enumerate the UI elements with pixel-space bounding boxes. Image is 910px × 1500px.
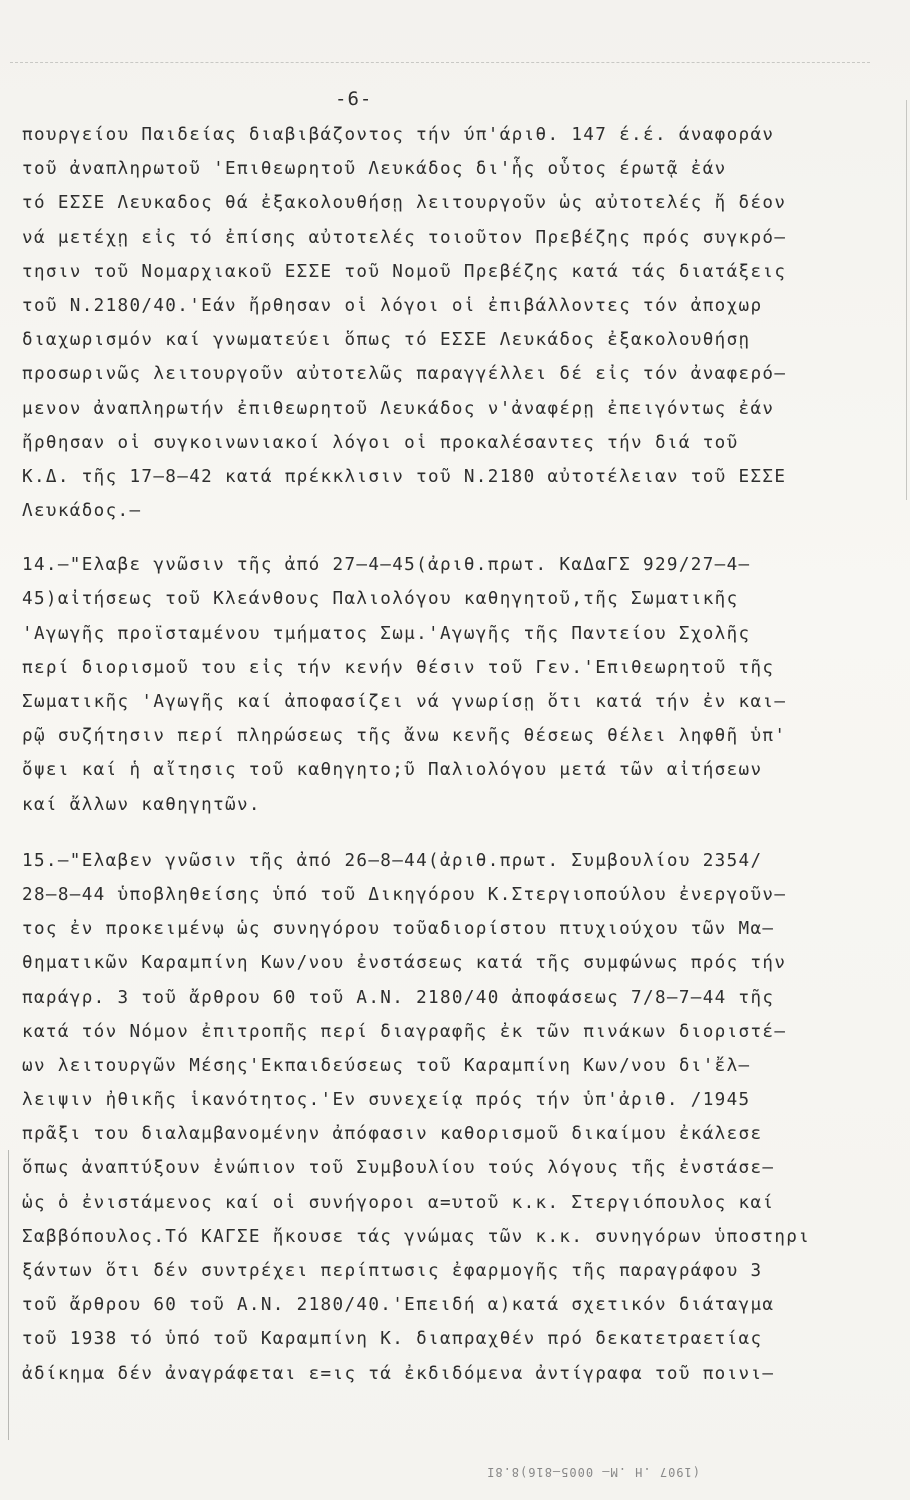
text-line: λειψιν ἠθικῆς ἱκανότητος.'Εν συνεχείᾳ πρός τήν ὑπ'ἀριθ. /1945 bbox=[22, 1090, 751, 1111]
text-line: ρῷ συζήτησιν περί πληρώσεως τῆς ἄνω κενῆς θέσεως θέλει ληφθῆ ὑπ' bbox=[22, 726, 787, 747]
text-line: τοῦ Ν.2180/40.'Εάν ἤρθησαν οἱ λόγοι οἱ ἐπιβάλλοντες τόν ἀποχωρ bbox=[22, 295, 763, 316]
document-body bbox=[22, 118, 907, 1391]
left-margin-rule bbox=[8, 1150, 9, 1440]
text-line: νά μετέχῃ εἰς τό ἐπίσης αὐτοτελές τοιοῦτον Πρεβέζης πρός συγκρό– bbox=[22, 227, 787, 248]
text-line: Σαββόπουλος.Τό ΚΑΓΣΕ ἤκουσε τάς γνώμας τῶν κ.κ. συνηγόρων ὑποστηρι bbox=[22, 1226, 811, 1247]
text-line: τοῦ ἄρθρου 60 τοῦ Α.Ν. 2180/40.'Επειδή α)κατά σχετικόν διάταγμα bbox=[22, 1295, 775, 1316]
text-line: Κ.Δ. τῆς 17–8–42 κατά πρέκκλισιν τοῦ Ν.2180 αὐτοτέλειαν τοῦ ΕΣΣΕ bbox=[22, 466, 787, 487]
text-line: 15.–"Ελαβεν γνῶσιν τῆς ἀπό 26–8–44(ἀριθ.πρωτ. Συμβουλίου 2354/ bbox=[22, 850, 763, 871]
text-line: τησιν τοῦ Νομαρχιακοῦ ΕΣΣΕ τοῦ Νομοῦ Πρεβέζης κατά τάς διατάξεις bbox=[22, 261, 787, 282]
text-line: διαχωρισμόν καί γνωματεύει ὅπως τό ΕΣΣΕ Λευκάδος ἐξακολουθήσῃ bbox=[22, 330, 751, 351]
text-line: 45)αἰτήσεως τοῦ Κλεάνθους Παλιολόγου καθηγητοῦ,τῆς Σωματικῆς bbox=[22, 589, 739, 610]
text-line: παράγρ. 3 τοῦ ἄρθρου 60 τοῦ Α.Ν. 2180/40 ἀποφάσεως 7/8–7–44 τῆς bbox=[22, 987, 775, 1008]
text-line: τος ἐν προκειμένῳ ὡς συνηγόρου τοῦαδιορίστου πτυχιούχου τῶν Μα– bbox=[22, 919, 775, 940]
text-line: ἤρθησαν οἱ συγκοινωνιακοί λόγοι οἱ προκαλέσαντες τήν διά τοῦ bbox=[22, 432, 739, 453]
text-line: κατά τόν Νόμον ἐπιτροπῆς περί διαγραφῆς ἐκ τῶν πινάκων διοριστέ– bbox=[22, 1021, 787, 1042]
text-line: ἀδίκημα δέν ἀναγράφεται ε=ις τά ἐκδιδόμενα ἀντίγραφα τοῦ ποινι– bbox=[22, 1363, 775, 1384]
text-line: τό ΕΣΣΕ Λευκαδος θά ἐξακολουθήσῃ λειτουργοῦν ὡς αὐτοτελές ἤ δέον bbox=[22, 193, 787, 214]
paragraph-15 bbox=[22, 844, 907, 1391]
text-line: ὅπως ἀναπτύξουν ἐνώπιον τοῦ Συμβουλίου τούς λόγους τῆς ἐνστάσε– bbox=[22, 1158, 775, 1179]
text-line: περί διορισμοῦ του εἰς τήν κενήν θέσιν τοῦ Γεν.'Επιθεωρητοῦ τῆς bbox=[22, 657, 775, 678]
text-line: τοῦ ἀναπληρωτοῦ 'Επιθεωρητοῦ Λευκάδος δι'ἧς οὗτος έρωτᾷ ἐάν bbox=[22, 159, 727, 180]
footer-print-mark: (1907 .Η .M– 0005–816)8.8Ι bbox=[486, 1465, 700, 1479]
text-line: ξάντων ὅτι δέν συντρέχει περίπτωσις ἐφαρμογῆς τῆς παραγράφου 3 bbox=[22, 1261, 763, 1281]
text-line: θηματικῶν Καραμπίνη Κων/νου ἐνστάσεως κατά τῆς συμφώνως πρός τήν bbox=[22, 953, 787, 974]
page-number: -6- bbox=[335, 88, 373, 110]
paragraph-intro bbox=[22, 118, 907, 528]
text-line: μενον ἀναπληρωτήν ἐπιθεωρητοῦ Λευκάδος ν'ἀναφέρῃ ἐπειγόντως ἐάν bbox=[22, 398, 775, 419]
paragraph-14 bbox=[22, 548, 907, 822]
text-line: 14.–"Ελαβε γνῶσιν τῆς ἀπό 27–4–45(ἀριθ.πρωτ. ΚαΔαΓΣ 929/27–4– bbox=[22, 555, 751, 576]
text-line: τοῦ 1938 τό ὑπό τοῦ Καραμπίνη Κ. διαπραχθέν πρό δεκατετραετίας bbox=[22, 1329, 763, 1350]
text-line: καί ἄλλων καθηγητῶν. bbox=[22, 794, 261, 815]
text-line: Λευκάδος.– bbox=[22, 501, 142, 522]
text-line: Σωματικῆς 'Αγωγῆς καί ἀποφασίζει νά γνωρίσῃ ὅτι κατά τήν ἐν και– bbox=[22, 692, 787, 712]
text-line: ὡς ὁ ἐνιστάμενος καί οἱ συνήγοροι α=υτοῦ κ.κ. Στεργιόπουλος καί bbox=[22, 1192, 775, 1213]
text-line: 'Αγωγῆς προϊσταμένου τμήματος Σωμ.'Αγωγῆς τῆς Παντείου Σχολῆς bbox=[22, 623, 751, 644]
text-line: πρᾶξι του διαλαμβανομένην ἀπόφασιν καθορισμοῦ δικαίμου ἐκάλεσε bbox=[22, 1124, 763, 1145]
text-line: προσωρινῶς λειτουργοῦν αὐτοτελῶς παραγγέλλει δέ εἰς τόν ἀναφερό– bbox=[22, 364, 787, 385]
text-line: ὄψει καί ἡ αἴτησις τοῦ καθηγητο;ῦ Παλιολόγου μετά τῶν αἰτήσεων bbox=[22, 760, 763, 781]
text-line: 28–8–44 ὑποβληθείσης ὑπό τοῦ Δικηγόρου Κ.Στεργιοπούλου ἐνεργοῦν– bbox=[22, 884, 787, 905]
text-line: πουργείου Παιδείας διαβιβάζοντος τήν ύπ'άριθ. 147 έ.έ. άναφοράν bbox=[22, 125, 775, 145]
text-line: ων λειτουργῶν Μέσης'Εκπαιδεύσεως τοῦ Καραμπίνη Κων/νου δι'ἔλ– bbox=[22, 1055, 751, 1076]
top-divider bbox=[10, 62, 870, 63]
